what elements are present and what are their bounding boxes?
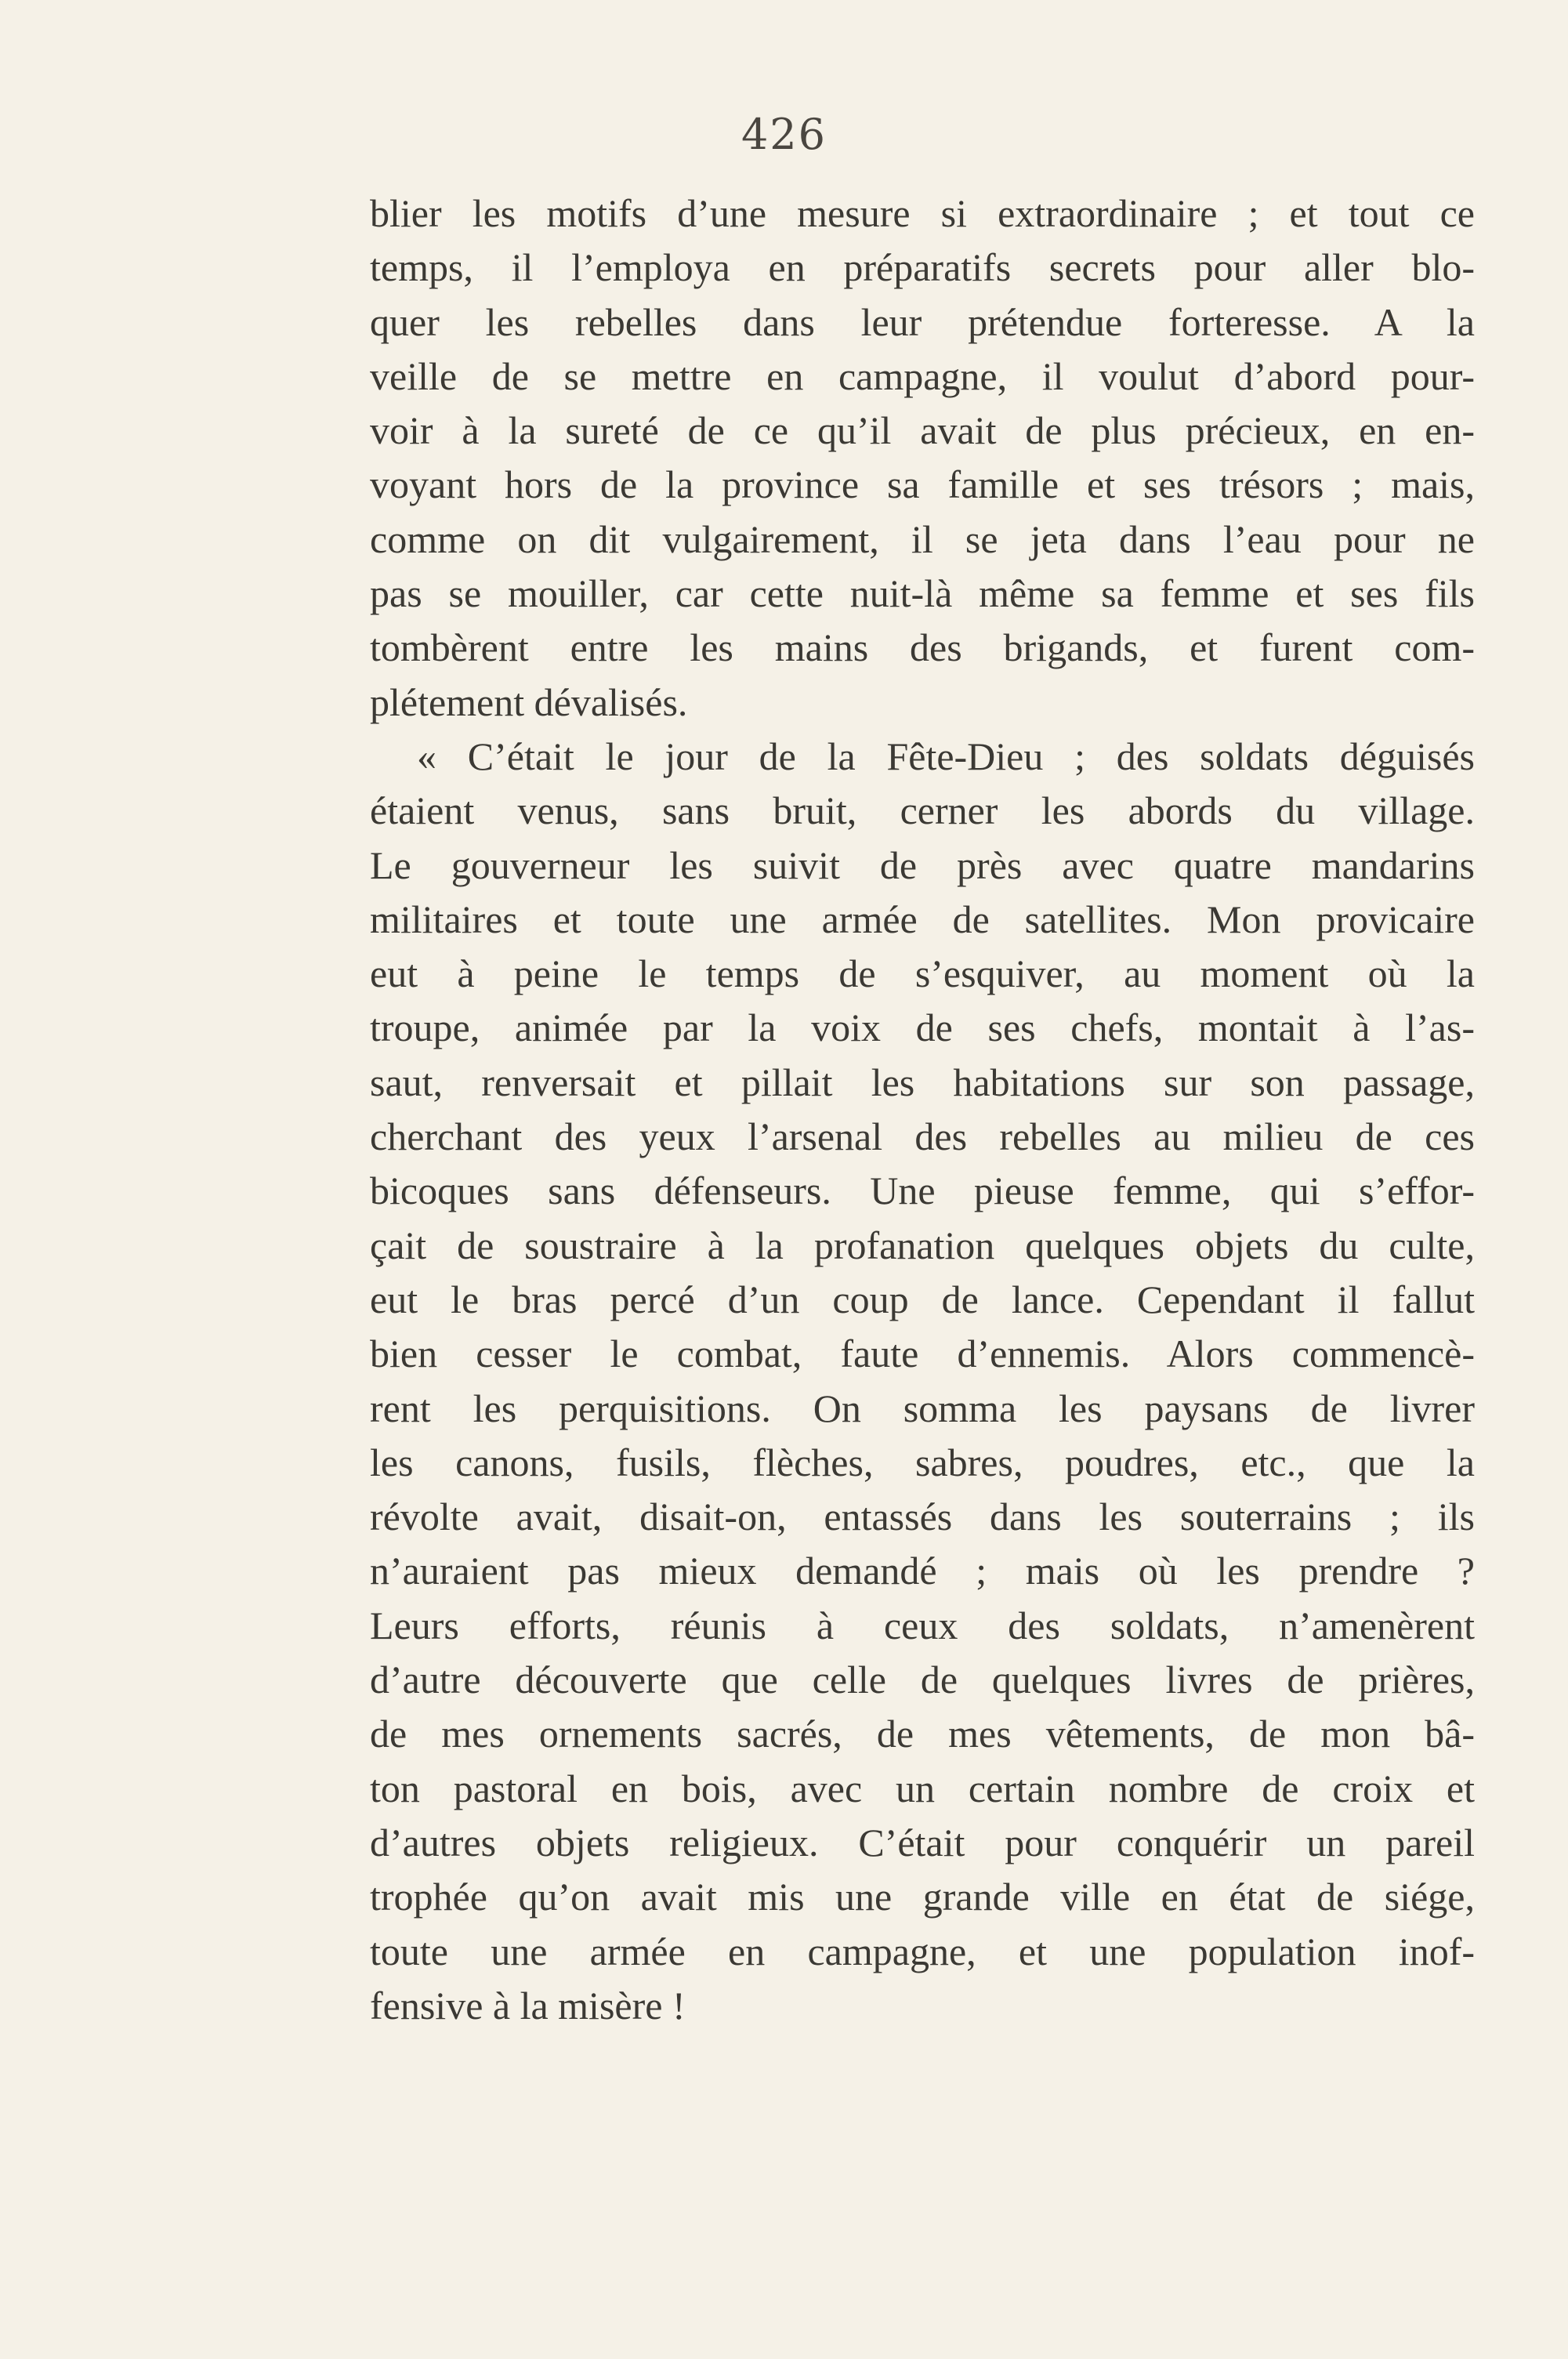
text-line: tombèrent entre les mains des brigands, et furent com-: [370, 625, 1475, 670]
text-line: les canons, fusils, flèches, sabres, poudres, etc., que la: [370, 1440, 1475, 1484]
text-line: saut, renversait et pillait les habitations sur son passage,: [370, 1060, 1475, 1104]
text-line: « C’était le jour de la Fête-Dieu ; des soldats déguisés: [417, 734, 1475, 778]
text-line: révolte avait, disait-on, entassés dans les souterrains ; ils: [370, 1495, 1475, 1539]
text-line: eut à peine le temps de s’esquiver, au moment où la: [370, 951, 1475, 996]
text-line: cherchant des yeux l’arsenal des rebelles au milieu de ces: [370, 1114, 1475, 1159]
text-line: plétement dévalisés.: [370, 679, 688, 724]
text-line: quer les rebelles dans leur prétendue forteresse. A la: [370, 299, 1475, 344]
text-line: voyant hors de la province sa famille et ses trésors ; mais,: [370, 462, 1475, 507]
text-line: pas se mouiller, car cette nuit-là même sa femme et ses fils: [370, 571, 1475, 616]
text-line: temps, il l’employa en préparatifs secrets pour aller blo-: [370, 245, 1475, 290]
text-line: n’auraient pas mieux demandé ; mais où les prendre ?: [370, 1549, 1475, 1593]
text-line: bicoques sans défenseurs. Une pieuse femme, qui s’effor-: [370, 1169, 1475, 1213]
text-line: étaient venus, sans bruit, cerner les abords du village.: [370, 788, 1475, 833]
text-line: Leurs efforts, réunis à ceux des soldats, n’amenèrent: [370, 1603, 1475, 1647]
text-line: blier les motifs d’une mesure si extraordinaire ; et tout ce: [370, 191, 1475, 235]
text-line: trophée qu’on avait mis une grande ville en état de siége,: [370, 1875, 1475, 1919]
text-line: d’autre découverte que celle de quelques livres de prières,: [370, 1658, 1475, 1702]
text-line: de mes ornements sacrés, de mes vêtements, de mon bâ-: [370, 1712, 1475, 1756]
text-line: troupe, animée par la voix de ses chefs, montait à l’as-: [370, 1006, 1475, 1050]
text-line: çait de soustraire à la profanation quelques objets du culte,: [370, 1223, 1475, 1267]
text-line: toute une armée en campagne, et une population inof-: [370, 1929, 1475, 1973]
text-line: eut le bras percé d’un coup de lance. Cependant il fallut: [370, 1277, 1475, 1321]
text-line: bien cesser le combat, faute d’ennemis. Alors commencè-: [370, 1332, 1475, 1376]
text-line: d’autres objets religieux. C’était pour conquérir un pareil: [370, 1820, 1475, 1864]
text-line: militaires et toute une armée de satellites. Mon provicaire: [370, 897, 1475, 941]
body-text: [370, 187, 1475, 2033]
text-line: ton pastoral en bois, avec un certain nombre de croix et: [370, 1766, 1475, 1810]
text-line: Le gouverneur les suivit de près avec quatre mandarins: [370, 842, 1475, 887]
text-line: voir à la sureté de ce qu’il avait de plus précieux, en en-: [370, 408, 1475, 453]
text-line: rent les perquisitions. On somma les paysans de livrer: [370, 1386, 1475, 1430]
text-line: veille de se mettre en campagne, il voulut d’abord pour-: [370, 353, 1475, 398]
page-number: 426: [741, 110, 827, 159]
text-line: comme on dit vulgairement, il se jeta dans l’eau pour ne: [370, 516, 1475, 561]
text-line: fensive à la misère !: [370, 1983, 686, 2027]
